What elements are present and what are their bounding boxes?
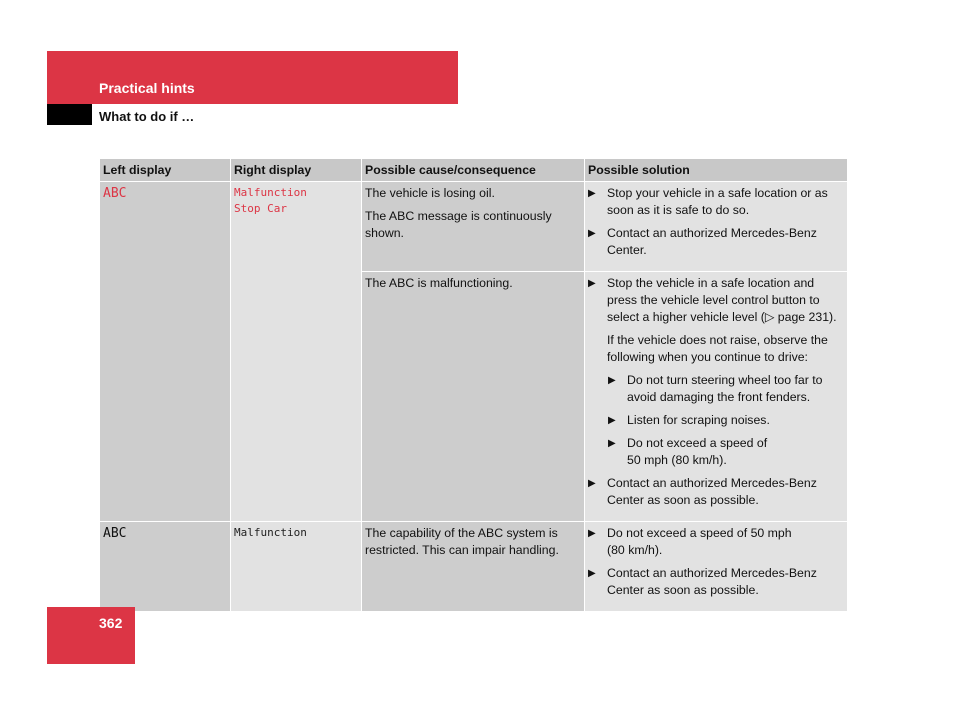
right-display-line: Malfunction (234, 186, 307, 199)
table-header-row (100, 159, 848, 182)
bullet-arrow-icon: ▶ (588, 228, 596, 239)
left-display-abc: ABC (103, 526, 127, 541)
solution-step: ▶ Contact an authorized Mercedes-Benz Center as soon as possible. (588, 476, 817, 507)
page-number: 362 (99, 615, 123, 631)
subsection-title: What to do if … (99, 109, 195, 124)
solution-step: ▶ Contact an authorized Mercedes-Benz Center as soon as possible. (588, 566, 817, 597)
cause-text: The ABC message is continuously shown. (365, 209, 552, 240)
column-header-cause: Possible cause/consequence (362, 159, 585, 182)
solution-substep: ▶ Do not turn steering wheel too far to avoid damaging the front fenders. (608, 373, 823, 404)
bullet-arrow-icon: ▶ (608, 375, 616, 386)
cause-cell (362, 182, 585, 272)
bullet-arrow-icon: ▶ (608, 438, 616, 449)
solution-step: ▶ Do not exceed a speed of 50 mph (80 km/h). (588, 526, 792, 557)
right-display-line: Malfunction (234, 526, 307, 539)
column-header-left-display: Left display (100, 159, 231, 182)
solution-step: ▶ Contact an authorized Mercedes-Benz Center. (588, 226, 817, 257)
bullet-arrow-icon: ▶ (588, 478, 596, 489)
column-header-solution: Possible solution (585, 159, 848, 182)
bullet-arrow-icon: ▶ (588, 188, 596, 199)
cause-cell (362, 272, 585, 522)
right-display-cell (231, 522, 362, 612)
table-row (100, 182, 848, 272)
solution-substep: ▶ Listen for scraping noises. (608, 413, 770, 427)
left-display-cell (100, 182, 231, 522)
right-display-cell (231, 182, 362, 522)
bullet-arrow-icon: ▶ (588, 278, 596, 289)
right-display-line: Stop Car (234, 202, 287, 215)
solution-substep: ▶ Do not exceed a speed of 50 mph (80 km/h). (608, 436, 768, 467)
solution-cell (585, 182, 848, 272)
solution-step: ▶ Stop your vehicle in a safe location or as soon as it is safe to do so. (588, 186, 828, 217)
solution-step: ▶ Stop the vehicle in a safe location and press the vehicle level control button to select a higher vehicle level (▷ page 231). (588, 276, 837, 324)
bullet-arrow-icon: ▶ (588, 528, 596, 539)
cause-text: The capability of the ABC system is restricted. This can impair handling. (365, 526, 559, 557)
column-header-right-display: Right display (231, 159, 362, 182)
left-display-cell (100, 522, 231, 612)
bullet-arrow-icon: ▶ (608, 415, 616, 426)
solution-cell (585, 272, 848, 522)
cause-text: The ABC is malfunctioning. (365, 276, 513, 290)
solution-cell (585, 522, 848, 612)
hints-table (99, 159, 848, 612)
section-header-bar (47, 51, 458, 104)
table-row (100, 522, 848, 612)
solution-note: If the vehicle does not raise, observe the following when you continue to drive: (607, 333, 828, 364)
cause-cell (362, 522, 585, 612)
section-marker (47, 104, 92, 125)
cause-text: The vehicle is losing oil. (365, 186, 495, 200)
section-title: Practical hints (99, 80, 195, 96)
left-display-abc-red: ABC (103, 186, 127, 201)
bullet-arrow-icon: ▶ (588, 568, 596, 579)
